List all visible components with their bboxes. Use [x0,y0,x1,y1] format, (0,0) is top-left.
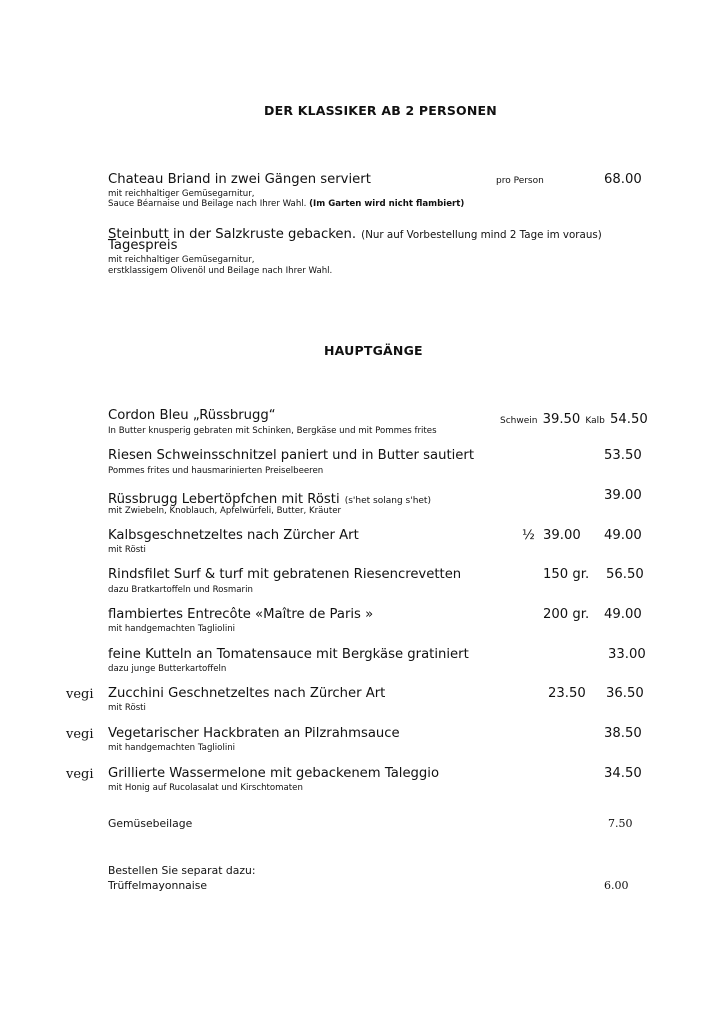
item-half-label-kalbs: ½ [522,528,535,543]
extra-label-gemuesebeilage: Gemüsebeilage [108,817,193,830]
item-price-entrecote: 49.00 [604,607,642,622]
item-price-kalbs: 49.00 [604,528,642,543]
item-desc-chateau-briand-2-text: Sauce Béarnaise und Beilage nach Ihrer Wahl. [108,199,307,209]
item-weight-entrecote: 200 gr. [543,607,590,622]
extra-price-trueffelmayonnaise: 6.00 [604,879,629,892]
item-price-schwein: 39.50 [542,412,581,427]
item-price-kalb: 54.50 [610,412,648,427]
vegi-tag-hackbraten: vegi [66,727,94,742]
item-note-vorbestellung: (Nur auf Vorbestellung mind 2 Tage im voraus) [361,229,602,241]
item-title-cordon-bleu: Cordon Bleu „Rüssbrugg“ [108,408,276,423]
item-desc-hackbraten: mit handgemachten Tagliolini [108,743,236,753]
item-title-schnitzel: Riesen Schweinsschnitzel paniert und in Butter sautiert [108,448,474,463]
item-desc-chateau-briand-1: mit reichhaltiger Gemüsegarnitur, [108,189,255,199]
item-price-small-zucchini: 23.50 [548,686,586,701]
item-title-kutteln: feine Kutteln an Tomatensauce mit Bergkäse gratiniert [108,647,469,662]
item-title-chateau-briand: Chateau Briand in zwei Gängen serviert [108,172,371,187]
item-title-rindsfilet: Rindsfilet Surf & turf mit gebratenen Riesencrevetten [108,567,462,582]
item-desc-cordon-bleu: In Butter knusperig gebraten mit Schinken, Bergkäse und mit Pommes frites [108,426,437,436]
item-desc-kutteln: dazu junge Butterkartoffeln [108,664,227,674]
item-price-kutteln: 33.00 [608,647,646,662]
item-price-schnitzel: 53.50 [604,448,642,463]
item-desc-steinbutt-2: erstklassigem Olivenöl und Beilage nach Ihrer Wahl. [108,266,333,276]
item-title-entrecote: flambiertes Entrecôte «Maître de Paris » [108,607,374,622]
item-title-zucchini: Zucchini Geschnetzeltes nach Zürcher Art [108,686,386,701]
item-price-chateau-briand: 68.00 [604,172,642,187]
item-title-steinbutt: Steinbutt in der Salzkruste gebacken. [108,227,357,242]
item-desc-kalbs: mit Rösti [108,545,146,555]
item-desc-chateau-briand-2 [108,199,464,210]
extra-label-trueffelmayonnaise: Trüffelmayonnaise [108,879,208,892]
extra-price-gemuesebeilage: 7.50 [608,817,633,830]
item-weight-rindsfilet: 150 gr. [543,567,590,582]
item-desc-steinbutt-1: mit reichhaltiger Gemüsegarnitur, [108,255,255,265]
extra-label-separat: Bestellen Sie separat dazu: [108,864,256,877]
item-title-hackbraten: Vegetarischer Hackbraten an Pilzrahmsauce [108,726,400,741]
item-steinbutt-line [108,223,602,242]
item-half-price-kalbs: 39.00 [543,528,581,543]
item-price-tagespreis: Tagespreis [108,238,178,253]
item-note-garten: (Im Garten wird nicht flambiert) [309,199,465,209]
item-desc-entrecote: mit handgemachten Tagliolini [108,624,236,634]
item-desc-zucchini: mit Rösti [108,703,146,713]
item-note-leber: (s'het solang s'het) [344,496,431,506]
item-label-kalb: Kalb [585,416,605,426]
item-unit-pro-person: pro Person [496,176,544,186]
section-heading-klassiker: DER KLASSIKER AB 2 PERSONEN [264,103,497,118]
item-price-rindsfilet: 56.50 [606,567,644,582]
item-desc-melone: mit Honig auf Rucolasalat und Kirschtomaten [108,783,303,793]
item-desc-schnitzel: Pommes frites und hausmarinierten Preiselbeeren [108,466,324,476]
item-desc-leber: mit Zwiebeln, Knoblauch, Apfelwürfeli, Butter, Kräuter [108,506,342,516]
item-price-melone: 34.50 [604,766,642,781]
item-leber-line [108,488,431,507]
item-price-leber: 39.00 [604,488,642,503]
item-price-zucchini: 36.50 [606,686,644,701]
vegi-tag-zucchini: vegi [66,687,94,702]
item-prices-cordon-bleu [500,408,648,427]
item-desc-rindsfilet: dazu Bratkartoffeln und Rosmarin [108,585,253,595]
item-label-schwein: Schwein [500,416,538,426]
item-title-leber: Rüssbrugg Lebertöpfchen mit Rösti [108,492,340,507]
section-heading-hauptgaenge: HAUPTGÄNGE [324,343,423,358]
item-title-kalbs: Kalbsgeschnetzeltes nach Zürcher Art [108,528,359,543]
item-title-melone: Grillierte Wassermelone mit gebackenem Taleggio [108,766,440,781]
item-price-hackbraten: 38.50 [604,726,642,741]
vegi-tag-melone: vegi [66,767,94,782]
